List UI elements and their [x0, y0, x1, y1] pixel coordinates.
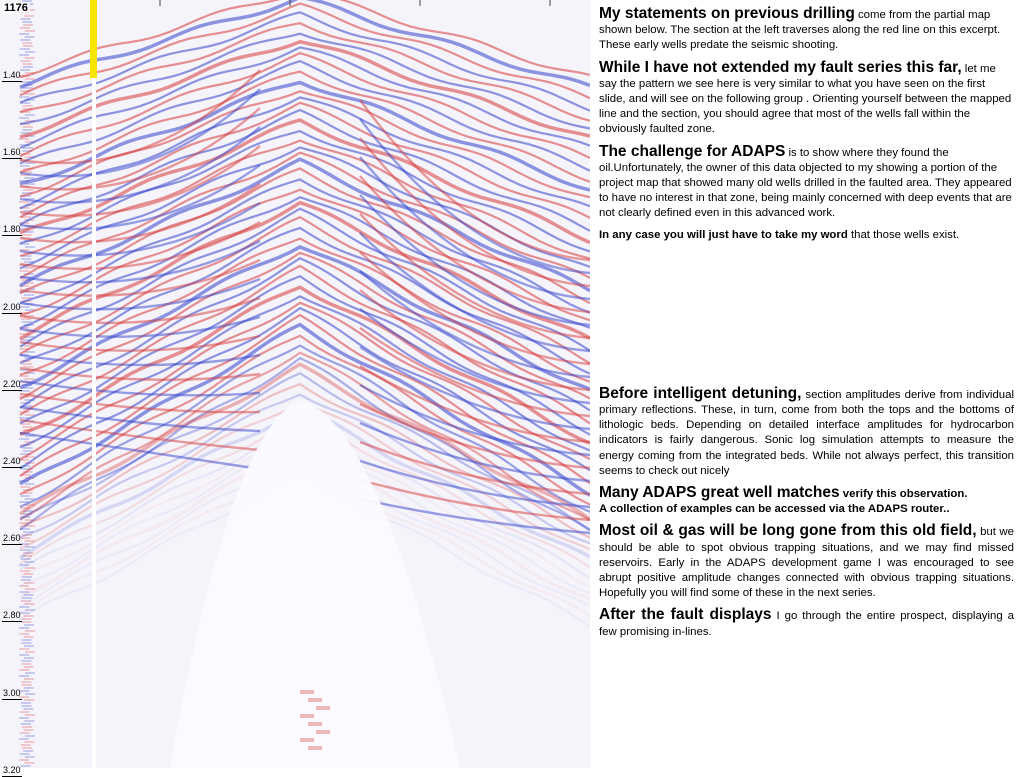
noise-trace	[22, 21, 32, 23]
noise-trace	[20, 486, 30, 488]
noise-trace	[20, 495, 30, 497]
noise-trace	[19, 654, 29, 656]
noise-trace	[25, 78, 35, 80]
noise-trace	[19, 759, 29, 761]
noise-trace	[19, 54, 29, 56]
noise-trace	[24, 645, 34, 647]
noise-trace	[25, 630, 35, 632]
noise-trace	[22, 63, 32, 65]
noise-trace	[19, 738, 29, 740]
noise-trace	[22, 747, 32, 749]
time-tick-mark	[2, 621, 22, 622]
time-tick-label: 2.60	[3, 533, 21, 544]
paragraph-challenge	[599, 144, 1014, 222]
deep-event	[316, 730, 330, 734]
noise-trace	[19, 648, 29, 650]
paragraph-body: section amplitudes derive from individual primary reflections. These, in turn, come from both the tops and the bottoms of lithologic beds. Depending on detailed interface amplitudes for hydrocarbon indicators is fairly dangerous. Sonic log simulation attempts to measure the energy coming from the integrated beds. While not always perfect, this transition seems to check out nicely	[599, 388, 1015, 477]
time-tick-mark	[2, 699, 22, 700]
noise-trace	[21, 258, 31, 260]
paragraph-heading: My statements on previous drilling	[599, 5, 855, 22]
noise-trace	[23, 750, 33, 752]
noise-trace	[23, 126, 33, 128]
noise-trace	[24, 624, 34, 626]
noise-trace	[23, 45, 33, 47]
noise-trace	[24, 636, 34, 638]
noise-trace	[19, 306, 29, 308]
paragraph-heading: In any case you will just have to take my word	[599, 228, 848, 241]
paragraph-fault-displays	[599, 607, 1014, 639]
noise-trace	[22, 705, 32, 707]
paragraph-body: is to show where they found the oil.Unfortunately, the owner of this data objected to my showing a portion of the project map that showed many old wells drilled in the faulted area. They appeared to have no interest in that zone, being mainly concerned with deep events that are not clearly defined even in this advanced work.	[599, 146, 1012, 220]
noise-trace	[19, 117, 29, 119]
time-tick-label: 1.40	[3, 70, 21, 80]
noise-trace	[19, 627, 29, 629]
time-tick-label: 2.00	[3, 301, 21, 312]
time-tick-label: 2.20	[3, 378, 21, 389]
noise-trace	[23, 189, 33, 191]
well-path-line	[92, 0, 96, 768]
noise-trace	[20, 60, 30, 62]
noise-trace	[21, 18, 31, 20]
noise-trace	[25, 483, 35, 485]
noise-trace	[24, 378, 34, 380]
noise-trace	[25, 735, 35, 737]
noise-trace	[24, 177, 34, 179]
noise-trace	[22, 684, 32, 686]
section-number-label: 1176	[4, 2, 28, 14]
noise-trace	[24, 678, 34, 680]
noise-trace	[19, 96, 29, 98]
noise-trace	[23, 447, 33, 449]
paragraph-heading: The challenge for ADAPS	[599, 142, 786, 160]
noise-trace	[19, 669, 29, 671]
paragraph-body: verify this observation.	[842, 488, 968, 501]
noise-trace	[24, 699, 34, 701]
noise-trace	[24, 762, 34, 764]
noise-trace	[22, 321, 32, 323]
noise-trace	[23, 729, 33, 731]
paragraph-body: come from the partial map shown below. The section at the left traverses along the red line on this excerpt. These early wells predate the seismic shooting.	[599, 9, 1001, 52]
noise-trace	[20, 48, 30, 50]
noise-trace	[20, 69, 30, 71]
time-tick-mark	[2, 313, 22, 314]
time-tick-label: 1.80	[3, 224, 21, 235]
noise-trace	[22, 234, 32, 236]
noise-trace	[22, 42, 32, 44]
deep-event	[316, 706, 330, 710]
noise-trace	[19, 675, 29, 677]
paragraph-detuning	[599, 386, 1014, 479]
noise-trace	[25, 246, 35, 248]
noise-trace	[25, 693, 35, 695]
time-tick-mark	[2, 235, 22, 236]
noise-trace	[25, 30, 35, 32]
paragraph-heading: Many ADAPS great well matches	[599, 484, 840, 502]
paragraph-heading: Before intelligent detuning,	[599, 384, 802, 402]
noise-trace	[24, 657, 34, 659]
noise-trace	[21, 744, 31, 746]
deep-event	[300, 690, 314, 694]
router-link-text[interactable]: A collection of examples can be accessed via the ADAPS router..	[599, 503, 950, 516]
paragraph-body: that those wells exist.	[847, 228, 960, 241]
noise-trace	[22, 426, 32, 428]
noise-trace	[25, 57, 35, 59]
noise-trace	[19, 438, 29, 440]
noise-trace	[22, 576, 32, 578]
noise-trace	[24, 708, 34, 710]
paragraph-body: but we should be able to spot obvious trapping situations, and we may find missed reservoirs. Early in the ADAPS development game I was encouraged to see abrupt positive amplitude changes connected with obvious trapping situations. Hopefully you will find some of these in the next series.	[599, 526, 1014, 600]
noise-trace	[21, 723, 31, 725]
noise-trace	[21, 765, 31, 767]
paragraph-body: I go through the entire prospect, displaying a few promising in-lines.	[599, 610, 1014, 638]
noise-trace	[24, 720, 34, 722]
noise-trace	[25, 756, 35, 758]
paragraph-oil-gas	[599, 523, 1014, 601]
time-tick-mark	[2, 81, 22, 82]
noise-trace	[24, 36, 34, 38]
noise-trace	[19, 201, 29, 203]
noise-trace	[19, 270, 29, 272]
noise-trace	[25, 267, 35, 269]
noise-trace	[21, 642, 31, 644]
noise-trace	[19, 633, 29, 635]
paragraph-previous-drilling	[599, 6, 1014, 54]
noise-trace	[21, 702, 31, 704]
noise-trace	[23, 450, 33, 452]
noise-trace	[21, 663, 31, 665]
noise-trace	[22, 129, 32, 131]
time-tick-label: 2.80	[3, 610, 21, 621]
time-tick-label: 2.40	[3, 456, 21, 466]
noise-trace	[19, 717, 29, 719]
paragraph-well-matches	[599, 485, 1014, 517]
time-tick-mark	[2, 467, 22, 468]
noise-trace	[24, 15, 34, 17]
paragraph-body: let me say the pattern we see here is very similar to what you have seen on the first slide, and will see on the following group . Orienting yourself between the mapped line and the section, you should agree that most of the wells fall within the obviously faulted zone.	[599, 62, 1012, 136]
paragraph-fault-series	[599, 60, 1014, 138]
noise-trace	[20, 165, 30, 167]
deep-event	[308, 698, 322, 702]
noise-trace	[20, 753, 30, 755]
noise-trace	[22, 363, 32, 365]
noise-trace	[21, 621, 31, 623]
noise-trace	[23, 24, 33, 26]
time-tick-mark	[2, 158, 22, 159]
noise-trace	[20, 39, 30, 41]
noise-trace	[23, 66, 33, 68]
paragraph-heading: After the fault displays	[599, 606, 772, 624]
noise-trace	[24, 687, 34, 689]
noise-trace	[25, 672, 35, 674]
noise-trace	[24, 741, 34, 743]
noise-trace	[20, 732, 30, 734]
time-tick-label: 3.00	[3, 687, 21, 698]
noise-trace	[21, 579, 31, 581]
noise-trace	[19, 690, 29, 692]
noise-trace	[25, 51, 35, 53]
time-tick-mark	[2, 544, 22, 545]
noise-trace	[20, 711, 30, 713]
time-tick-label: 1.60	[3, 147, 21, 158]
paragraph-take-my-word	[599, 228, 1014, 243]
deep-event	[308, 722, 322, 726]
spacer	[599, 249, 1014, 386]
paragraph-heading: While I have not extended my fault series this far,	[599, 58, 962, 76]
text-panel	[599, 6, 1014, 646]
noise-trace	[21, 639, 31, 641]
time-tick-label: 3.20	[3, 764, 21, 775]
noise-trace	[19, 33, 29, 35]
paragraph-heading: Most oil & gas will be long gone from this old field,	[599, 522, 977, 540]
noise-trace	[20, 27, 30, 29]
noise-trace	[22, 726, 32, 728]
noise-trace	[23, 105, 33, 107]
deep-event	[300, 738, 314, 742]
time-tick-mark	[2, 390, 22, 391]
noise-trace	[24, 294, 34, 296]
noise-trace	[25, 714, 35, 716]
noise-trace	[24, 666, 34, 668]
noise-trace	[21, 660, 31, 662]
deep-event	[300, 714, 314, 718]
deep-event	[308, 746, 322, 750]
noise-trace	[25, 114, 35, 116]
well-marker	[90, 0, 97, 78]
noise-trace	[25, 651, 35, 653]
noise-trace	[21, 681, 31, 683]
